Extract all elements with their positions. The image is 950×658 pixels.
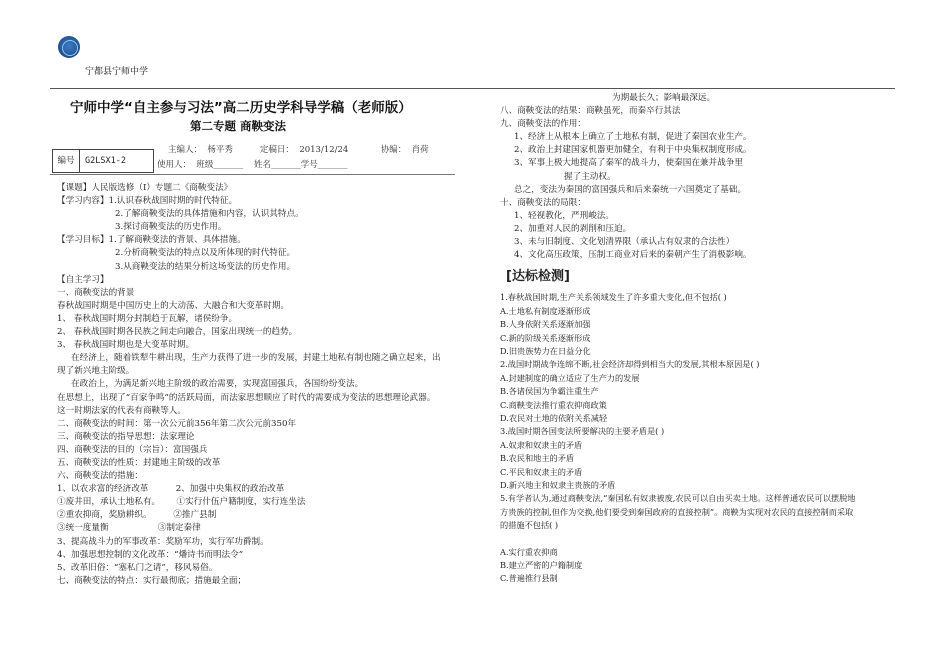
- paragraph: 在经济上，随着铁犁牛耕出现，生产力获得了进一步的发展，封建土地私有制也随之确立起来，出: [71, 353, 441, 364]
- questions: [500, 291, 900, 586]
- answer-option: B.各诸侯国为争霸注重生产: [500, 386, 599, 397]
- goal-item: 2.分析商鞅变法的特点以及所体现的时代特征。: [115, 248, 296, 259]
- section-heading: 九、商鞅变法的作用：: [500, 119, 586, 130]
- list-item: 1、以农求富的经济改革 2、加强中央集权的政治改革: [57, 484, 285, 495]
- section-heading: 一、商鞅变法的背景: [57, 287, 135, 298]
- answer-option: B.建立严密的户籍制度: [500, 560, 583, 571]
- code-value: G2LSX1-2: [85, 156, 126, 166]
- question: 1.春秋战国时期,生产关系领域发生了许多重大变化,但不包括( ): [500, 292, 727, 303]
- topic-title: 第二专题 商鞅变法: [190, 119, 287, 133]
- section-heading: 八、商鞅变法的结果：商鞅虽死，而秦卒行其法: [500, 106, 681, 117]
- list-item: 4、加强思想控制的文化改革：“燔诗书而明法令”: [57, 549, 244, 560]
- answer-option: A.土地私有制度逐渐形成: [500, 305, 591, 316]
- question-continued: 方贵族的控制,但作为交换,他们要受到秦国政府的直接控制”。商鞅为实现对农民的直接控制而采取: [500, 506, 854, 517]
- list-item: ①废井田，承认土地私有。 ①实行什伍户籍制度，实行连坐法: [57, 497, 306, 508]
- answer-option: D.农民对土地的依附关系减轻: [500, 412, 608, 423]
- question: 5.有学者认为,通过商鞅变法,“秦国私有奴隶被废,农民可以自由买卖土地。这样普通农民可以摆脱地: [500, 493, 856, 504]
- content-item: 3.探讨商鞅变法的历史作用。: [115, 222, 227, 233]
- paragraph: 为期最长久；影响最深远。: [612, 93, 716, 103]
- answer-option: A.封建制度的确立适应了生产力的发展: [500, 372, 640, 383]
- section-heading: 五、商鞅变法的性质：封建地主阶级的改革: [57, 457, 221, 468]
- self-study-heading: 【自主学习】: [57, 274, 109, 285]
- paragraph: 在思想上，出现了“百家争鸣”的活跃局面，而法家思想顺应了时代的需要成为变法的思想理论武器。: [57, 392, 436, 403]
- paragraph: 春秋战国时期是中国历史上的大动荡、大融合和大变革时期。: [57, 300, 290, 311]
- answer-option: D.旧贵族势力在日益分化: [500, 345, 591, 356]
- list-item: 3、军事上极大地提高了秦军的战斗力，使秦国在兼并战争里: [514, 158, 743, 169]
- paragraph: 总之，变法为秦国的富国强兵和后来秦统一六国奠定了基础。: [514, 184, 747, 195]
- goal-item: 【学习目标】1.了解商鞅变法的背景、具体措施。: [57, 235, 246, 246]
- school-name: 宁都县宁师中学: [85, 67, 149, 77]
- right-column: [500, 92, 900, 586]
- answer-option: A.实行重农抑商: [500, 546, 558, 557]
- list-item: 4、文化高压政策，压制工商业对后来的秦朝产生了消极影响。: [514, 250, 752, 261]
- answer-option: A.奴隶和奴隶主的矛盾: [500, 439, 583, 450]
- section-heading: 四、商鞅变法的目的（宗旨）：富国强兵: [57, 444, 208, 455]
- list-item: 5、改革旧俗：“塞私门之请”，移风易俗。: [57, 562, 218, 573]
- answer-option: C.新的阶级关系逐渐形成: [500, 332, 591, 343]
- answer-option: D.新兴地主和奴隶主贵族的矛盾: [500, 480, 616, 490]
- list-item: 3、未与旧制度、文化划清界限（承认占有奴隶的合法性）: [514, 237, 735, 248]
- section-heading: 二、商鞅变法的时间：第一次公元前356年第二次公元前350年: [57, 418, 297, 429]
- section-heading: 三、商鞅变法的指导思想：法家理论: [57, 431, 195, 442]
- answer-option: B.人身依附关系逐渐加强: [500, 319, 591, 330]
- goal-item: 3.从商鞅变法的结果分析这场变法的历史作用。: [115, 261, 296, 272]
- answer-option: B.农民和地主的矛盾: [500, 453, 575, 464]
- section-divider: [50, 174, 455, 175]
- answer-option: C.普遍推行县制: [500, 573, 558, 584]
- paragraph: 这一时期法家的代表有商鞅等人。: [57, 405, 186, 416]
- list-item: 2、政治上封建国家机器更加健全，有利于中央集权制度形成。: [514, 145, 752, 156]
- section-heading: 六、商鞅变法的措施：: [57, 471, 143, 482]
- list-item: 2、加重对人民的剥削和压迫。: [514, 223, 632, 234]
- question: 2.战国时期战争连绵不断,社会经济却得到相当大的发展,其根本原因是( ): [500, 359, 760, 370]
- list-item: 1、轻视教化，严刑峻法。: [514, 210, 614, 221]
- header-divider: [50, 88, 895, 89]
- list-item: 2、 春秋战国时期各民族之间走向融合，国家出现统一的趋势。: [57, 327, 298, 338]
- left-column: [57, 182, 457, 588]
- answer-option: C.平民和奴隶主的矛盾: [500, 466, 583, 477]
- section-heading: 十、商鞅变法的局限：: [500, 197, 586, 208]
- editor-meta: 主编人： 杨平秀 定稿日： 2013/12/24 协编： 肖荷: [168, 145, 429, 155]
- question: 3.战国时期各国变法所要解决的主要矛盾是( ): [500, 426, 665, 437]
- school-logo-ring: [62, 40, 78, 56]
- content-item: 【学习内容】1.认识春秋战国时期的时代特征。: [57, 196, 238, 207]
- list-item: 1、经济上从根本上确立了土地私有制，促进了秦国农业生产。: [514, 132, 752, 143]
- code-box: [52, 149, 154, 173]
- list-item: 3、提高战斗力的军事改革：奖励军功，实行军功爵制。: [57, 536, 269, 547]
- list-item: 1、 春秋战国时期分封制趋于瓦解，诸侯纷争。: [57, 313, 238, 324]
- user-meta: 使用人： 班级_______ 姓名_______学号_______: [157, 160, 348, 170]
- code-label: 编号: [53, 150, 80, 172]
- assessment-heading: [达标检测]: [506, 269, 570, 285]
- list-item: 3、 春秋战国时期也是大变革时期。: [57, 340, 195, 351]
- answer-option: C.商鞅变法推行重农抑商政策: [500, 399, 607, 410]
- section-heading: 七、商鞅变法的特点：实行最彻底；措施最全面；: [57, 575, 247, 586]
- paragraph: 现了新兴地主阶级。: [57, 366, 135, 377]
- spacer: [500, 533, 900, 546]
- question-continued: 的措施不包括( ): [500, 520, 559, 531]
- list-item: ②重农抑商，奖励耕织。 ②推广县制: [57, 510, 217, 521]
- lesson-topic: 【课题】人民版选修（Ⅰ）专题二《商鞅变法》: [57, 183, 233, 193]
- list-item: 握了主动权。: [564, 171, 616, 182]
- paragraph: 在政治上，为满足新兴地主阶级的政治需要，实现富国强兵，各国纷纷变法。: [71, 379, 364, 390]
- document-title: 宁师中学“自主参与习法”高二历史学科导学稿（老师版）: [70, 100, 412, 116]
- content-item: 2.了解商鞅变法的具体措施和内容，认识其特点。: [115, 209, 304, 220]
- list-item: ③统一度量衡 ③制定秦律: [57, 523, 201, 534]
